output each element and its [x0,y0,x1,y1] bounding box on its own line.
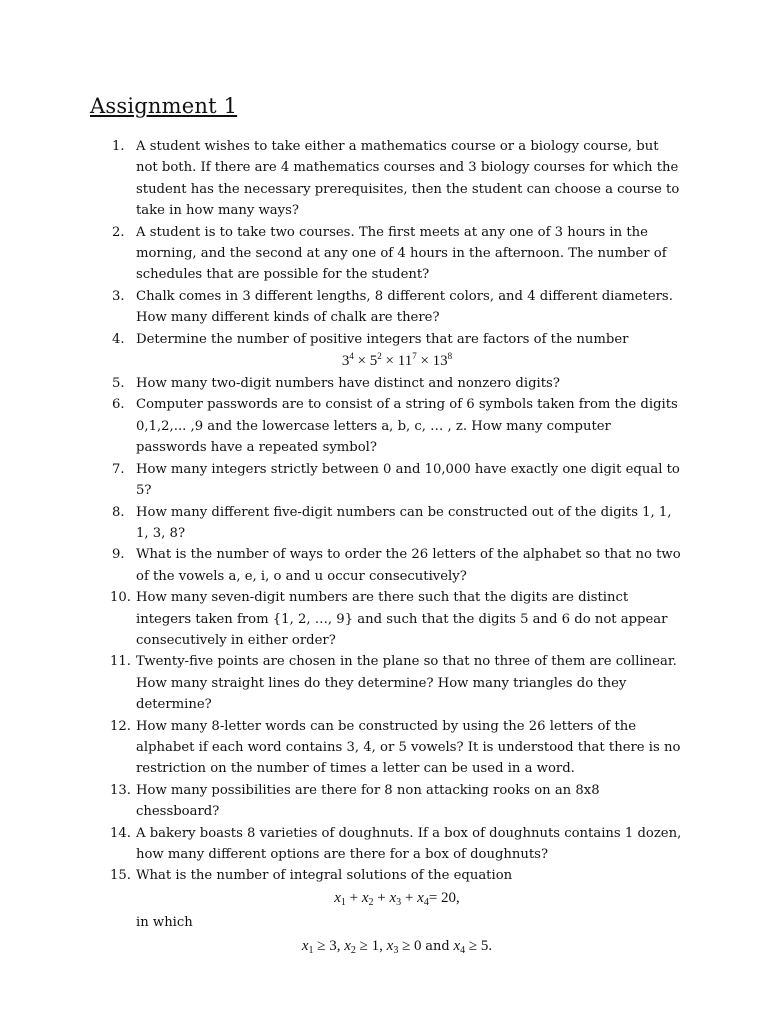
problem-item [112,222,682,286]
problem-item [112,286,682,329]
problem-item [112,136,682,222]
problem-item [112,544,682,587]
problem-number: 5. [112,376,125,392]
problem-item [112,329,682,373]
problem-text: What is the number of ways to order the 26 letters of the alphabet so that no two of the vowels a, e, i, o and u occur consecutively? [136,547,681,584]
problem-list [112,136,682,958]
problem-number: 7. [112,461,125,477]
problem-text: How many different five-digit numbers can be constructed out of the digits 1, 1, 1, 3, 8? [136,504,672,541]
problem-item [112,780,682,823]
document-title: Assignment 1 [90,94,238,118]
problem-text: Chalk comes in 3 different lengths, 8 different colors, and 4 different diameters. How many different kinds of chalk are there? [136,288,673,326]
problem-text: How many 8-letter words can be constructed by using the 26 letters of the alphabet if each word contains 3, 4, or 5 vowels? It is understood that there is no restriction on the number of times a letter can be used in a word. [136,718,681,777]
problem-number: 1. [112,139,125,154]
factor-formula: $3^4 \times 5^2 \times 11^7 \times 13^8$ [341,351,453,370]
problem-item [112,865,682,957]
problem-item [112,502,682,545]
problem-item [112,394,682,458]
problem-text: How many possibilities are there for 8 non attacking rooks on an 8x8 chessboard? [136,782,600,820]
problem-text: How many two-digit numbers have distinct and nonzero digits? [136,376,560,392]
problem-number: 8. [112,504,125,520]
problem-number: 15. [110,868,131,884]
problem-number: 13. [110,782,131,798]
problem-number: 3. [112,288,125,304]
problem-number: 9. [112,547,125,563]
problem-item [112,373,682,394]
equation-formula: $x_1 + x_2 + x_3 + x_4= 20$, [334,889,460,908]
problem-number: 12. [110,718,131,734]
problem-text: Determine the number of positive integers that are factors of the number [136,331,629,347]
problem-text: A student wishes to take either a mathematics course or a biology course, but not both. If there are 4 mathematics courses and 3 biology courses for which the student has the necessary prerequisites, then the student can choose a course to take in how many ways? [136,139,680,219]
problem-number: 6. [112,397,125,413]
problem-text: Twenty-five points are chosen in the plane so that no three of them are collinear. How many straight lines do they determine? How many triangles do they determine? [136,654,677,713]
problem-number: 4. [112,331,125,347]
problem-number: 10. [110,590,131,606]
problem-text: A bakery boasts 8 varieties of doughnuts. If a box of doughnuts contains 1 dozen, how many different options are there for a box of doughnuts? [136,825,682,862]
problem-item [112,716,682,780]
problem-number: 2. [112,224,125,240]
in-which-text: in which [136,914,193,930]
condition-formula: $x_1 \ge 3$, $x_2 \ge 1$, $x_3 \ge 0$ and $x_4 \ge 5$. [301,937,493,956]
problem-item [112,587,682,651]
problem-item [112,651,682,715]
problem-text: How many seven-digit numbers are there such that the digits are distinct integers taken from {1, 2, …, 9} and such that the digits 5 and 6 do not appear consecutively in either order? [136,590,668,648]
problem-text: How many integers strictly between 0 and 10,000 have exactly one digit equal to 5? [136,461,680,499]
problem-text: A student is to take two courses. The first meets at any one of 3 hours in the morning, and the second at any one of 4 hours in the afternoon. The number of schedules that are possible for the student? [136,224,667,283]
problem-item [112,823,682,866]
problem-text: Computer passwords are to consist of a string of 6 symbols taken from the digits 0,1,2,... ,9 and the lowercase letters a, b, c, … , z. How many computer passwords have a repeated symbol? [136,397,678,456]
problem-number: 14. [110,825,131,841]
problem-text: What is the number of integral solutions of the equation [136,868,513,884]
problem-item [112,459,682,502]
problem-number: 11. [110,654,131,670]
